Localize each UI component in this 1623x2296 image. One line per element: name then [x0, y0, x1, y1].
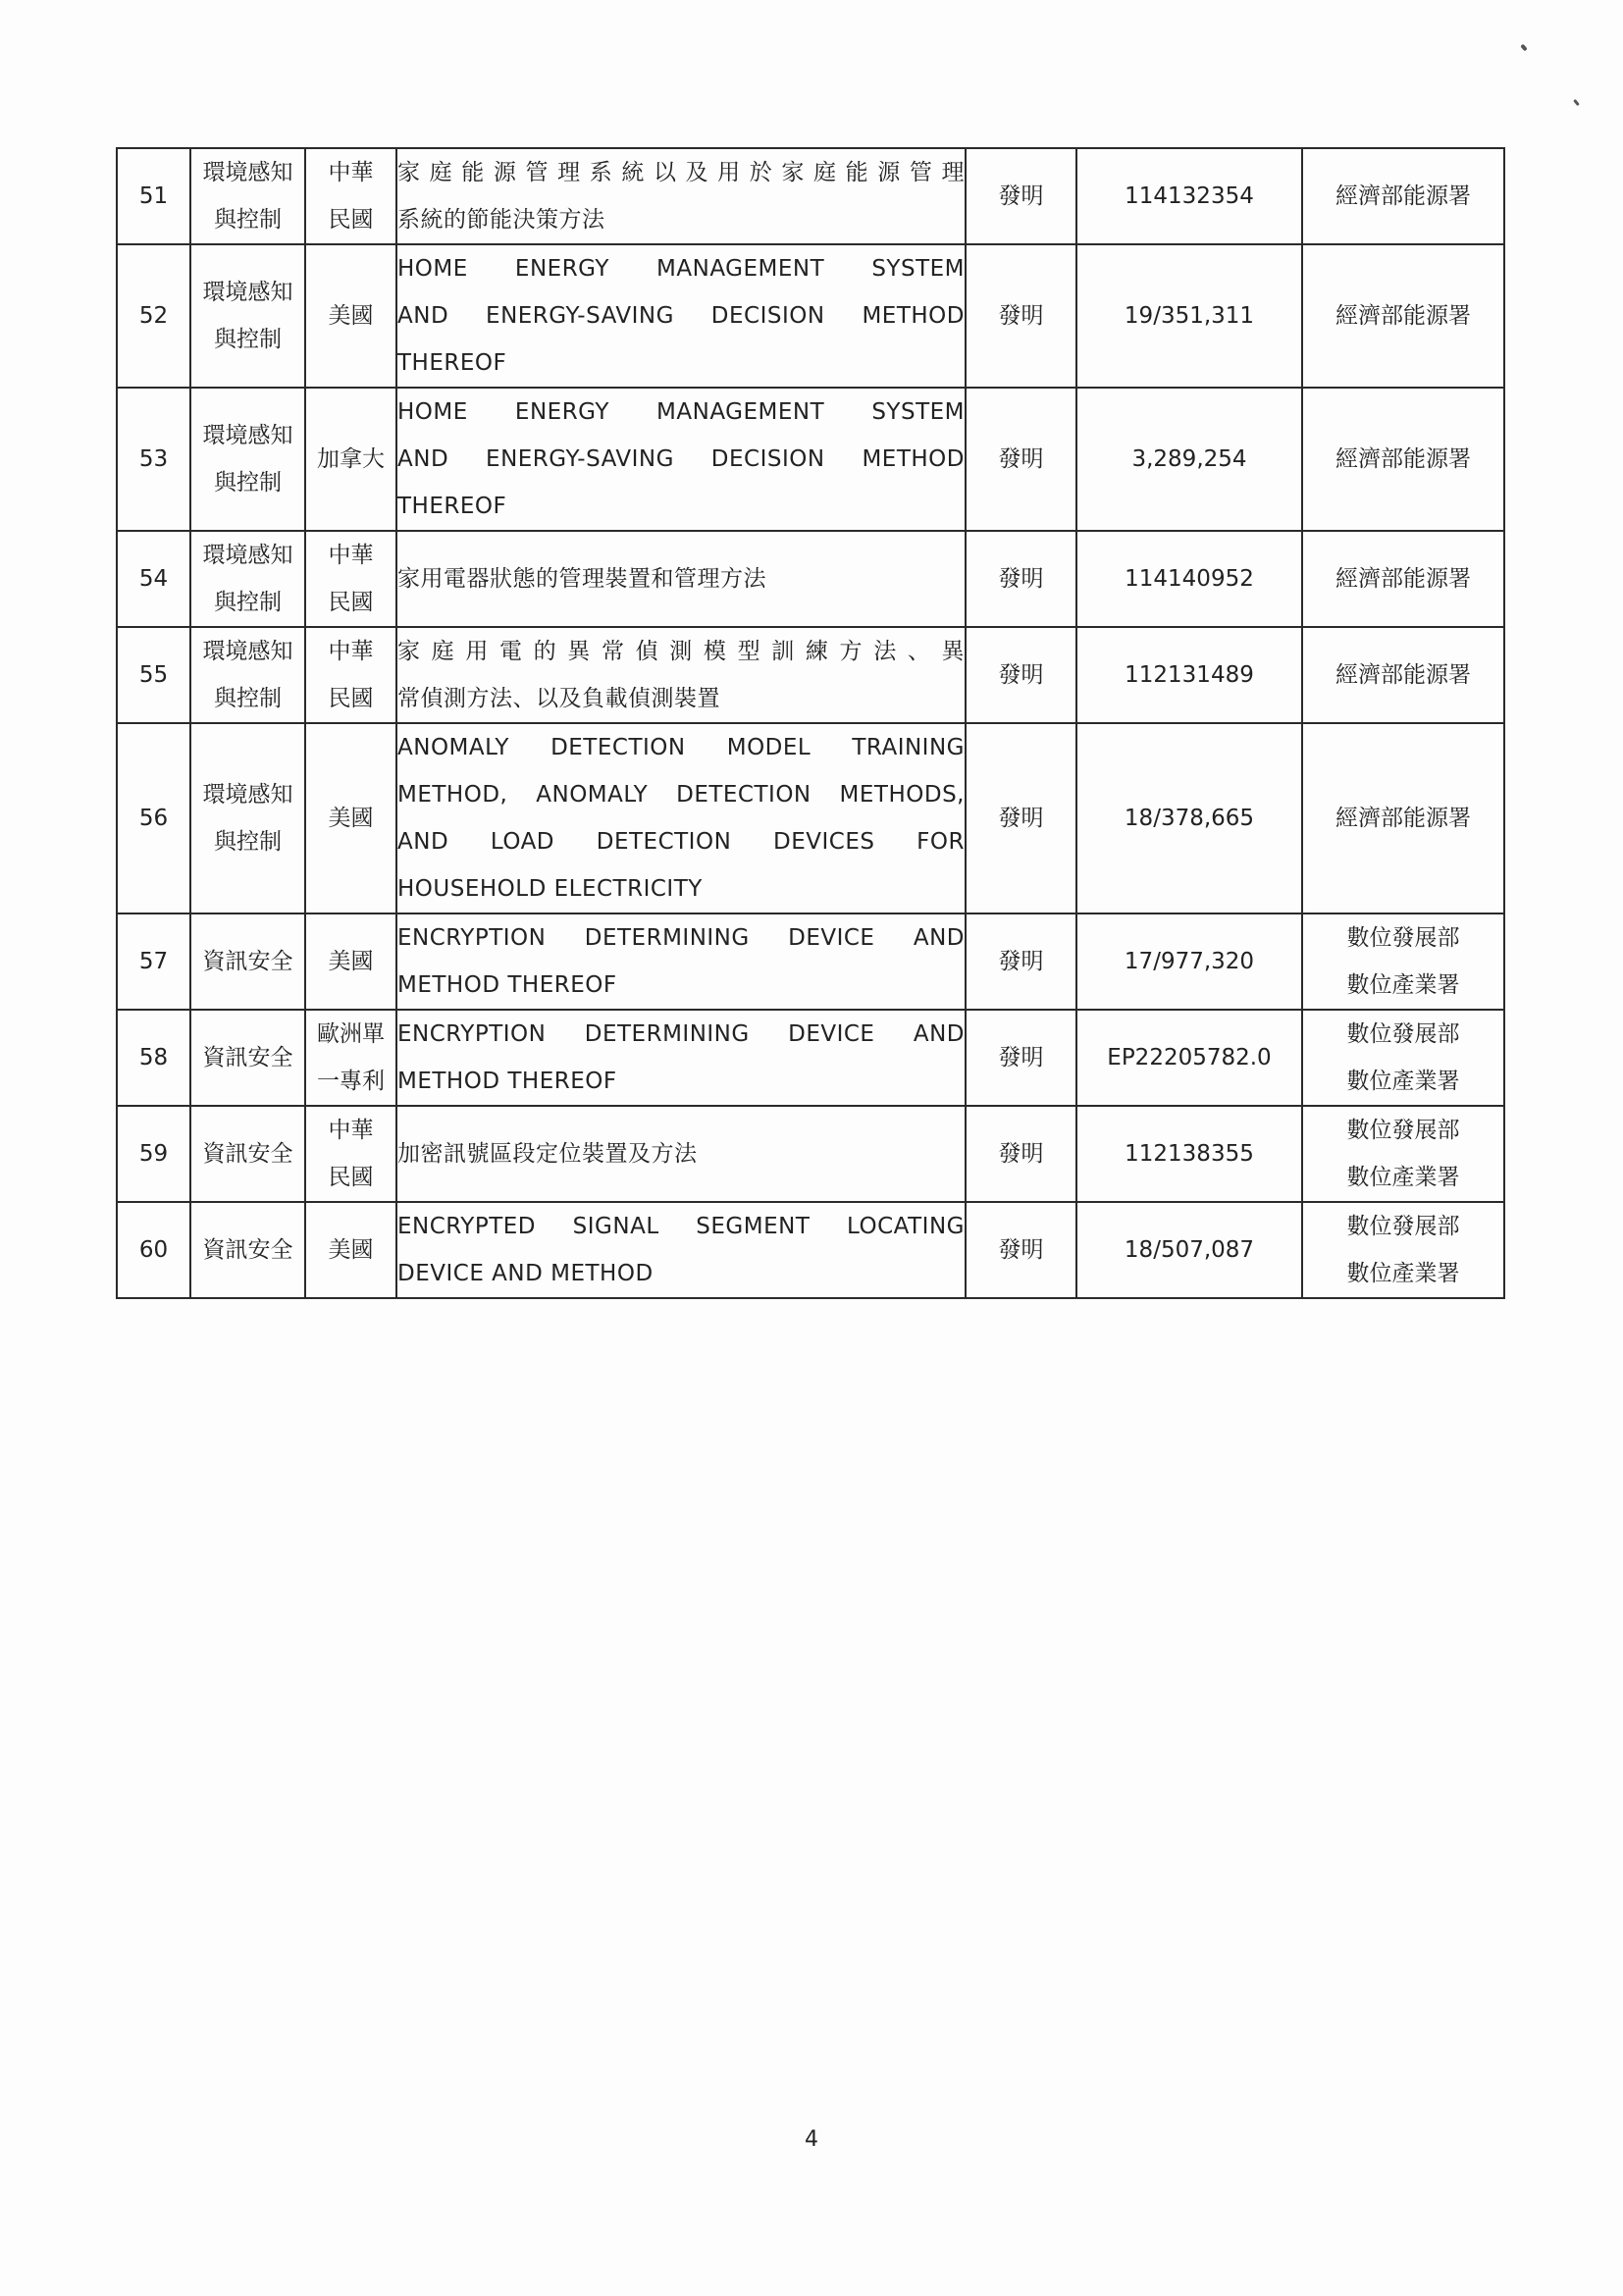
table-row — [117, 1106, 1504, 1202]
page-number: 4 — [805, 2127, 818, 2152]
funding-agency: 數位發展部 數位產業署 — [1302, 1202, 1504, 1298]
patent-type: 發明 — [966, 913, 1076, 1010]
tech-field: 環境感知 與控制 — [190, 148, 305, 244]
table-row — [117, 531, 1504, 627]
table-row — [117, 913, 1504, 1010]
row-number: 54 — [117, 531, 190, 627]
patent-type: 發明 — [966, 723, 1076, 913]
patent-title: 家庭能源管理系統以及用於家庭能源管理 系統的節能決策方法 — [396, 148, 966, 244]
funding-agency: 經濟部能源署 — [1302, 627, 1504, 723]
patent-title: ANOMALY DETECTION MODEL TRAINING METHOD, ANOMALY DETECTION METHODS, AND LOAD DETECTION DEVICES FOR HOUSEHOLD ELECTRICITY — [396, 723, 966, 913]
patent-type: 發明 — [966, 1202, 1076, 1298]
patent-type: 發明 — [966, 1010, 1076, 1106]
table-row — [117, 627, 1504, 723]
patent-title: 家用電器狀態的管理裝置和管理方法 — [396, 531, 966, 627]
tech-field: 環境感知 與控制 — [190, 244, 305, 388]
country: 美國 — [305, 913, 396, 1010]
patent-title: 加密訊號區段定位裝置及方法 — [396, 1106, 966, 1202]
country: 中華 民國 — [305, 627, 396, 723]
funding-agency: 數位發展部 數位產業署 — [1302, 913, 1504, 1010]
tech-field: 環境感知 與控制 — [190, 627, 305, 723]
row-number: 52 — [117, 244, 190, 388]
row-number: 51 — [117, 148, 190, 244]
application-number: 114140952 — [1076, 531, 1302, 627]
tech-field: 資訊安全 — [190, 1202, 305, 1298]
table-row — [117, 148, 1504, 244]
application-number: 3,289,254 — [1076, 388, 1302, 531]
funding-agency: 經濟部能源署 — [1302, 388, 1504, 531]
patent-title: ENCRYPTION DETERMINING DEVICE AND METHOD THEREOF — [396, 1010, 966, 1106]
patent-title: ENCRYPTED SIGNAL SEGMENT LOCATING DEVICE AND METHOD — [396, 1202, 966, 1298]
scan-speck — [1573, 99, 1580, 106]
patent-title: 家庭用電的異常偵測模型訓練方法、異 常偵測方法、以及負載偵測裝置 — [396, 627, 966, 723]
application-number: EP22205782.0 — [1076, 1010, 1302, 1106]
application-number: 114132354 — [1076, 148, 1302, 244]
table-row — [117, 1202, 1504, 1298]
country: 美國 — [305, 723, 396, 913]
table-row — [117, 244, 1504, 388]
scan-speck — [1520, 44, 1528, 52]
row-number: 55 — [117, 627, 190, 723]
application-number: 112131489 — [1076, 627, 1302, 723]
tech-field: 環境感知 與控制 — [190, 723, 305, 913]
funding-agency: 經濟部能源署 — [1302, 723, 1504, 913]
row-number: 56 — [117, 723, 190, 913]
table-row — [117, 723, 1504, 913]
patent-title: HOME ENERGY MANAGEMENT SYSTEM AND ENERGY-SAVING DECISION METHOD THEREOF — [396, 244, 966, 388]
funding-agency: 經濟部能源署 — [1302, 148, 1504, 244]
application-number: 112138355 — [1076, 1106, 1302, 1202]
row-number: 59 — [117, 1106, 190, 1202]
country: 中華 民國 — [305, 148, 396, 244]
row-number: 58 — [117, 1010, 190, 1106]
patent-type: 發明 — [966, 148, 1076, 244]
patent-type: 發明 — [966, 388, 1076, 531]
application-number: 19/351,311 — [1076, 244, 1302, 388]
patent-type: 發明 — [966, 244, 1076, 388]
patent-table-body — [117, 148, 1504, 1298]
country: 中華 民國 — [305, 1106, 396, 1202]
funding-agency: 經濟部能源署 — [1302, 531, 1504, 627]
country: 加拿大 — [305, 388, 396, 531]
row-number: 57 — [117, 913, 190, 1010]
tech-field: 資訊安全 — [190, 913, 305, 1010]
application-number: 18/378,665 — [1076, 723, 1302, 913]
table-row — [117, 1010, 1504, 1106]
tech-field: 資訊安全 — [190, 1106, 305, 1202]
patent-type: 發明 — [966, 1106, 1076, 1202]
patent-table — [116, 147, 1505, 1299]
country: 美國 — [305, 244, 396, 388]
funding-agency: 數位發展部 數位產業署 — [1302, 1010, 1504, 1106]
tech-field: 資訊安全 — [190, 1010, 305, 1106]
funding-agency: 經濟部能源署 — [1302, 244, 1504, 388]
patent-title: HOME ENERGY MANAGEMENT SYSTEM AND ENERGY-SAVING DECISION METHOD THEREOF — [396, 388, 966, 531]
tech-field: 環境感知 與控制 — [190, 531, 305, 627]
funding-agency: 數位發展部 數位產業署 — [1302, 1106, 1504, 1202]
patent-type: 發明 — [966, 531, 1076, 627]
application-number: 18/507,087 — [1076, 1202, 1302, 1298]
row-number: 53 — [117, 388, 190, 531]
country: 美國 — [305, 1202, 396, 1298]
patent-title: ENCRYPTION DETERMINING DEVICE AND METHOD THEREOF — [396, 913, 966, 1010]
row-number: 60 — [117, 1202, 190, 1298]
patent-type: 發明 — [966, 627, 1076, 723]
country: 歐洲單 一專利 — [305, 1010, 396, 1106]
country: 中華 民國 — [305, 531, 396, 627]
tech-field: 環境感知 與控制 — [190, 388, 305, 531]
table-row — [117, 388, 1504, 531]
application-number: 17/977,320 — [1076, 913, 1302, 1010]
